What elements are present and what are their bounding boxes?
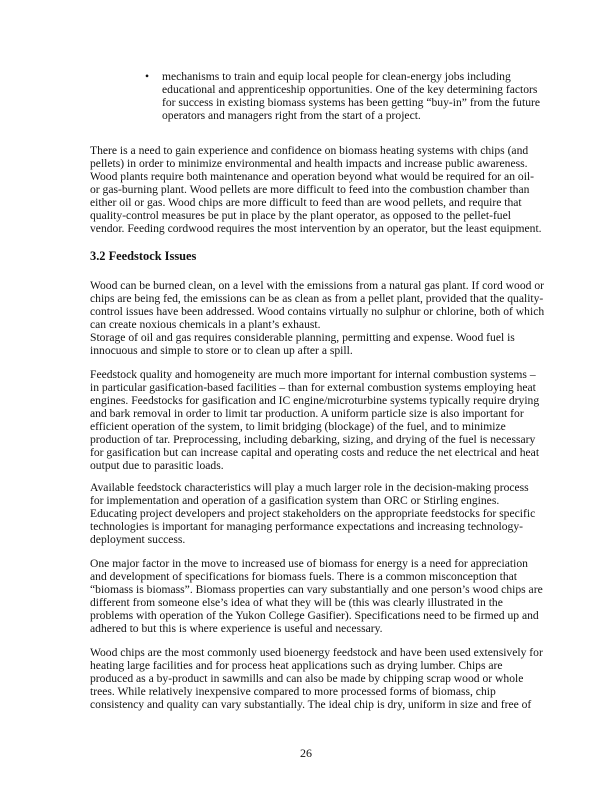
text-line: heating large facilities and for process heat applications such as drying lumber. Chips are [90,659,503,672]
text-line: for gasification but can increase capital and operating costs and reduce the net electrical and heat [90,446,540,459]
text-line: either oil or gas. Wood chips are more difficult to feed than are wood pellets, and require that [90,196,522,209]
text-line: Wood plants require both maintenance and operation beyond what would be required for an oil- [90,170,534,183]
text-line: vendor. Feeding cordwood requires the most intervention by an operator, but the least equipment. [90,222,542,235]
text-line: and bark removal in order to limit tar production. A uniform particle size is also important for [90,407,524,420]
text-line: Wood can be burned clean, on a level with the emissions from a natural gas plant. If cord wood or [90,279,544,292]
text-line: Available feedstock characteristics will play a much larger role in the decision-making process [90,481,529,494]
text-line: trees. While relatively inexpensive compared to more processed forms of biomass, chip [90,685,496,698]
text-line: for implementation and operation of a gasification system than ORC or Stirling engines. [90,494,500,507]
paragraph-biomass-heating-experience [90,144,542,235]
text-line: “biomass is biomass”. Biomass properties can vary substantially and one person’s wood chips are [90,583,543,596]
paragraph-feedstock-quality [90,368,539,472]
text-line: Feedstock quality and homogeneity are much more important for internal combustion systems – [90,368,536,381]
text-line: chips are being fed, the emissions can be as clean as from a pellet plant, provided that the quality- [90,292,544,305]
text-line: quality-control measures be put in place by the plant operator, as opposed to the pellet-fuel [90,209,511,222]
text-line: can create noxious chemicals in a plant’s exhaust. [90,318,321,331]
text-line: in particular gasification-based facilities – than for external combustion systems employing heat [90,381,536,394]
text-line: Wood chips are the most commonly used bioenergy feedstock and have been used extensively for [90,646,543,659]
text-line: adhered to but this is where experience is useful and necessary. [90,622,383,635]
text-line: problems with operation of the Yukon College Gasifier). Specifications need to be firmed up and [90,609,539,622]
text-line: efficient operation of the system, to limit bridging (blockage) of the fuel, and to minimize [90,420,506,433]
text-line: for success in existing biomass systems has been getting “buy-in” from the future [162,96,541,109]
paragraph-wood-chips [90,646,543,711]
text-line: mechanisms to train and equip local people for clean-energy jobs including [162,70,511,83]
text-line: output due to parasitic loads. [90,459,224,472]
text-line: production of tar. Preprocessing, including debarking, sizing, and drying of the fuel is necessary [90,433,536,446]
page-number: 26 [300,746,312,760]
text-line: operators and managers right from the start of a project. [162,109,421,122]
text-line: or gas-burning plant. Wood pellets are more difficult to feed into the combustion chamber than [90,183,530,196]
bullet-item [162,70,540,122]
text-line: control issues have been addressed. Wood contains virtually no sulphur or chlorine, both of which [90,305,545,318]
text-line: engines. Feedstocks for gasification and IC engine/microturbine systems typically require drying [90,394,540,407]
text-line: There is a need to gain experience and confidence on biomass heating systems with chips (and [90,144,529,157]
paragraph-feedstock-characteristics [90,481,535,546]
paragraph-clean-burning [90,279,544,357]
text-line: technologies is important for managing performance expectations and increasing technology- [90,520,524,533]
text-line: Storage of oil and gas requires considerable planning, permitting and expense. Wood fuel is [90,331,515,344]
text-line: and development of specifications for biomass fuels. There is a common misconception that [90,570,518,583]
text-line: innocuous and simple to store or to clean up after a spill. [90,344,353,357]
text-line: educational and apprenticeship opportunities. One of the key determining factors [162,83,538,96]
text-line: Educating project developers and project stakeholders on the appropriate feedstocks for specific [90,507,536,520]
text-line: pellets) in order to minimize environmental and health impacts and increase public awareness. [90,157,528,170]
paragraph-fuel-specifications [90,557,543,635]
text-line: consistency and quality can vary substantially. The ideal chip is dry, uniform in size and free of [90,698,532,711]
text-line: produced as a by-product in sawmills and can also be made by chipping scrap wood or whole [90,672,524,685]
section-heading: 3.2 Feedstock Issues [90,249,197,263]
text-line: deployment success. [90,533,186,546]
text-line: different from someone else’s idea of what they will be (this was clearly illustrated in the [90,596,503,609]
text-line: One major factor in the move to increased use of biomass for energy is a need for appreciation [90,557,528,570]
bullet-icon: • [145,70,150,83]
